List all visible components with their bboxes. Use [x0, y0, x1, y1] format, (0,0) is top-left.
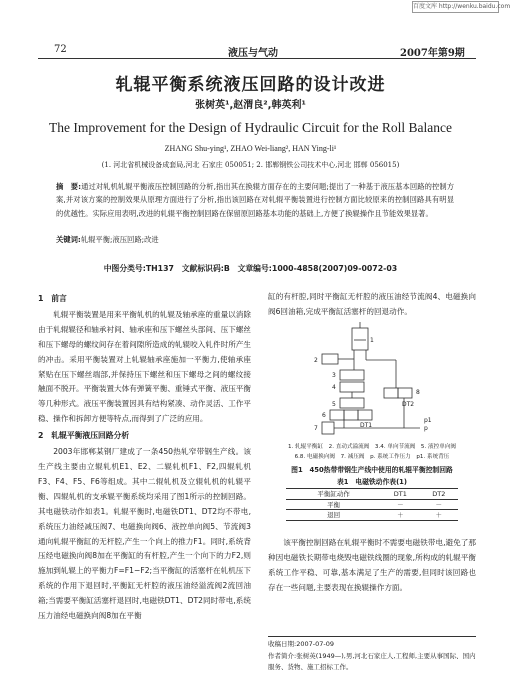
throttle-valve-3 [340, 370, 364, 380]
section-heading-2: 2 轧辊平衡液压回路分析 [38, 431, 130, 441]
classification-line: 中图分类号:TH137 文献标识码:B 文章编号:1000-4858(2007)09-0072-03 [103, 264, 398, 273]
paper-title: 轧辊平衡系统液压回路的设计改进 [115, 75, 386, 95]
issue-label: 2007年第9期 [400, 48, 465, 59]
abstract [56, 180, 454, 220]
label-dt2: DT2 [402, 401, 415, 408]
journal-name: 液压与气动 [228, 48, 278, 59]
label-1: 1 [370, 337, 374, 344]
table-header-cell: DT1 [381, 489, 419, 500]
table-header-row [286, 489, 458, 500]
keywords-text: 轧辊平衡;液压回路;改进 [80, 235, 159, 244]
section-heading-1: 1 前言 [38, 294, 67, 303]
balance-cylinder [352, 328, 368, 350]
valve-8-left [384, 388, 398, 398]
label-p: p [424, 425, 428, 432]
table-cell: － [420, 499, 458, 510]
valve-6-right [358, 410, 372, 420]
label-p1: p1 [424, 417, 432, 424]
table-caption: 表1 电磁铁动作表(1) [336, 478, 408, 486]
figure-legend-2: 6.8. 电磁换向阀 7. 减压阀 p. 系统工作压力 p1. 系统背压 [294, 454, 450, 460]
table-cell: 平衡 [286, 499, 381, 510]
label-2: 2 [314, 357, 318, 364]
valve-8-right [398, 388, 412, 398]
table-row [286, 499, 458, 510]
english-authors: ZHANG Shu-ying¹, ZHAO Wei-liang², HAN Ying-li¹ [164, 144, 337, 153]
reducing-valve-7 [322, 422, 334, 434]
watermark: 百度文库 http://wenku.baidu.com [412, 1, 499, 13]
label-3: 3 [332, 372, 336, 379]
valve-6-left [330, 410, 344, 420]
figure-caption: 图1 450热带带钢生产线中使用的轧辊平衡控制回路 [291, 466, 453, 474]
table-row [286, 510, 458, 521]
affiliation: (1. 河北省机械设备成套局,河北 石家庄 050051; 2. 邯郸钢铁公司技术中心,河北 邯郸 056015) [101, 161, 400, 169]
keywords [56, 235, 159, 245]
paragraph-intro: 轧辊平衡装置是用来平衡轧机的轧辊及轴承座的重量以消除由于轧辊辊径和轴承衬间、轴承座和压下螺丝头部间、压下螺丝和压下螺母的螺纹间存在着间隙所造成的轧辊咬入轧件时所产生的冲击。采用平衡装置对上轧辊轴承座施加一平衡力,使轴承座紧贴在压下螺丝端部,并保持压下螺丝和压下螺母之间的螺纹接触面不脱开。平衡装置大体有弹簧平衡、重锤式平衡、液压平衡等几种形式。液压平衡装置因具有结构紧凑、动作灵活、工作平稳、操作和拆卸方便等特点,而得到了广泛的应用。 [38, 309, 251, 424]
footnote [268, 636, 476, 674]
hydraulic-circuit-figure [300, 326, 440, 438]
label-8: 8 [416, 389, 420, 396]
right-column-bottom [268, 536, 476, 596]
table-cell: ＋ [381, 510, 419, 521]
left-column [38, 290, 251, 624]
label-4: 4 [332, 384, 336, 391]
check-valve-5 [340, 398, 364, 408]
table-cell: 退回 [286, 510, 381, 521]
english-title: The Improvement for the Design of Hydraulic Circuit for the Roll Balance [48, 120, 452, 135]
figure-legend-1: 1. 轧辊平衡缸 2. 直动式溢流阀 3.4. 单向节流阀 5. 液控单向阀 [287, 444, 457, 450]
solenoid-table [286, 488, 458, 521]
header-rule [38, 58, 476, 59]
label-5: 5 [332, 401, 336, 408]
paragraph-evaluation: 该平衡控制回路在轧辊平衡时不需要电磁铁带电,避免了那种因电磁铁长期带电烧毁电磁铁线圈的现象,所构成的轧辊平衡系统工作平稳、可靠,基本满足了生产的需要,但同时该回路也存在一些问题,主要表现在换辊操作方面。 [268, 538, 476, 592]
paragraph-analysis: 2003年邯郸某钢厂建成了一条450热轧窄带钢生产线。该生产线主要由立辊轧机E1、E2、二辊轧机F1、F2,四辊轧机F3、F4、F5、F6等组成。其中二辊轧机及立辊轧机的轧辊平衡、四辊轧机的支承辊平衡系统均采用了图1所示的控制回路。其电磁铁动作如表1。轧辊平衡时,电磁铁DT1、DT2均不带电,系统压力油经减压阀7、电磁换向阀6、液控单向阀5、节流阀3通向轧辊平衡缸的无杆腔,产生一个向上的推力F1。同时,系统背压经电磁换向阀8加在平衡缸的有杆腔,产生一个向下的力F2,则施加到轧辊上的平衡力F=F1−F2;当平衡缸的活塞杆在轧机压下系统的作用下退回时,平衡缸无杆腔的液压油经溢流阀2流回油箱;当需要平衡缸活塞杆退回时,电磁铁DT1、DT2同时带电,系统压力油经电磁换向阀8加在平衡 [38, 447, 251, 621]
table-cell: ＋ [420, 510, 458, 521]
authors: 张树英¹,赵渭良²,韩英利¹ [195, 100, 306, 111]
label-7: 7 [314, 425, 318, 432]
page-number: 72 [54, 44, 67, 55]
received-date: 收稿日期:2007-07-09 [268, 640, 334, 648]
paragraph-continued: 缸的有杆腔,同时平衡缸无杆腔的液压油经节流阀4、电磁换向阀6回油箱,完成平衡缸活塞杆的回退动作。 [268, 292, 476, 316]
relief-valve-2 [322, 354, 338, 364]
right-column-top [268, 290, 476, 320]
keywords-label: 关键词: [56, 235, 81, 244]
abstract-label: 摘 要: [56, 182, 82, 191]
author-bio: 作者简介:张树英(1949—),男,河北石家庄人,工程师,主要从事国际、国内服务、货物、施工招标工作。 [268, 651, 476, 671]
table-cell: － [381, 499, 419, 510]
label-dt1: DT1 [360, 422, 373, 429]
table-header-cell: 平衡缸动作 [286, 489, 381, 500]
label-6: 6 [322, 412, 326, 419]
table-header-cell: DT2 [420, 489, 458, 500]
throttle-valve-4 [340, 382, 364, 392]
abstract-text: 通过对轧机轧辊平衡液压控制回路的分析,指出其在换辊方面存在的主要问题;提出了一种基于液压基本回路的控制方案,并对该方案的控制效果从原理方面进行了分析,指出该回路在对轧辊平衡装置进行控制方面比较原来的控制回路具有明显的优越性。实际应用表明,改进的轧辊平衡控制回路在保留原回路基本功能的基础上,方便了换辊操作且节能效果显著。 [56, 182, 455, 218]
valve-6-center [344, 410, 358, 420]
